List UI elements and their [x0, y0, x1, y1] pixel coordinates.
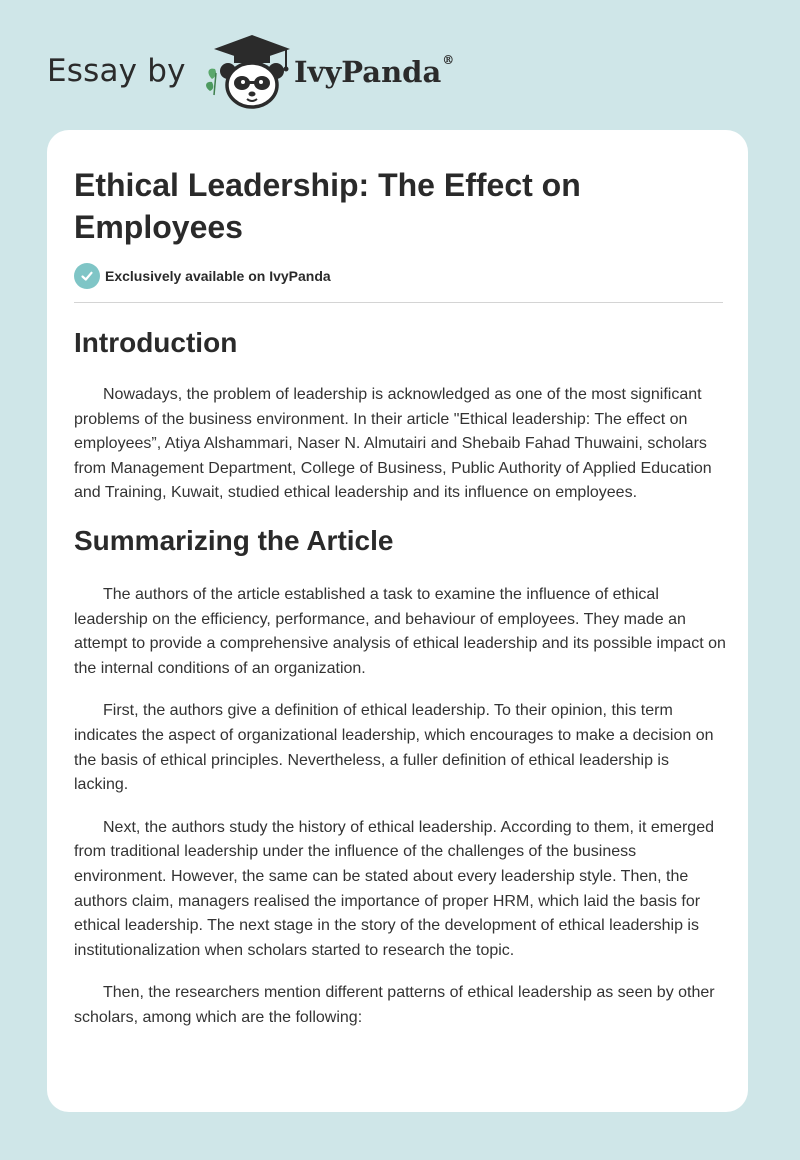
registered-mark: ® [442, 53, 455, 67]
brand-name[interactable]: IvyPanda® [294, 53, 455, 89]
paragraph: Then, the researchers mention different patterns of ethical leadership as seen by other scholars, among which are the following: [74, 984, 715, 1026]
paragraph: Next, the authors study the history of ethical leadership. According to them, it emerged from traditional leadership under the influence of the challenges of the business environment. However, the same can be stated about every leadership style. Then, the authors claim, managers realised the importance of proper HRM, which laid the basis for ethical leadership. The next stage in the story of the development of ethical leadership is institutionalization when scholars started to research the topic. [74, 818, 714, 959]
paragraph: Nowadays, the problem of leadership is acknowledged as one of the most significant problems of the business environment. In their article "Ethical leadership: The effect on employees”, Atiya Alshammari, Naser N. Almutairi and Shebaib Fahad Thuwaini, scholars from Management Department, College of Business, Public Authority of Applied Education and Training, Kuwait, studied ethical leadership and its influence on employees. [74, 386, 712, 502]
exclusive-badge [74, 262, 331, 290]
essay-body [74, 323, 726, 1030]
brand-prefix: Essay by [47, 53, 186, 89]
section-heading-summary: Summarizing the Article [74, 524, 394, 556]
paragraph: The authors of the article established a task to examine the influence of ethical leadership on the efficiency, performance, and behaviour of employees. They made an attempt to provide a comprehensive analysis of ethical leadership and its possible impact on the internal conditions of an organization. [74, 585, 726, 677]
panda-graduate-icon[interactable] [202, 33, 292, 113]
exclusive-label: Exclusively available on IvyPanda [105, 268, 331, 284]
check-icon [74, 263, 100, 289]
section-heading-introduction: Introduction [74, 327, 238, 358]
site-header [47, 33, 647, 113]
divider [74, 302, 723, 303]
essay-card [47, 130, 748, 1112]
page-title: Ethical Leadership: The Effect on Employees [74, 167, 581, 245]
paragraph: First, the authors give a definition of ethical leadership. To their opinion, this term indicates the aspect of organizational leadership, which encourages to make a decision on the basis of ethical principles. Nevertheless, a fuller definition of ethical leadership is lacking. [74, 702, 714, 794]
